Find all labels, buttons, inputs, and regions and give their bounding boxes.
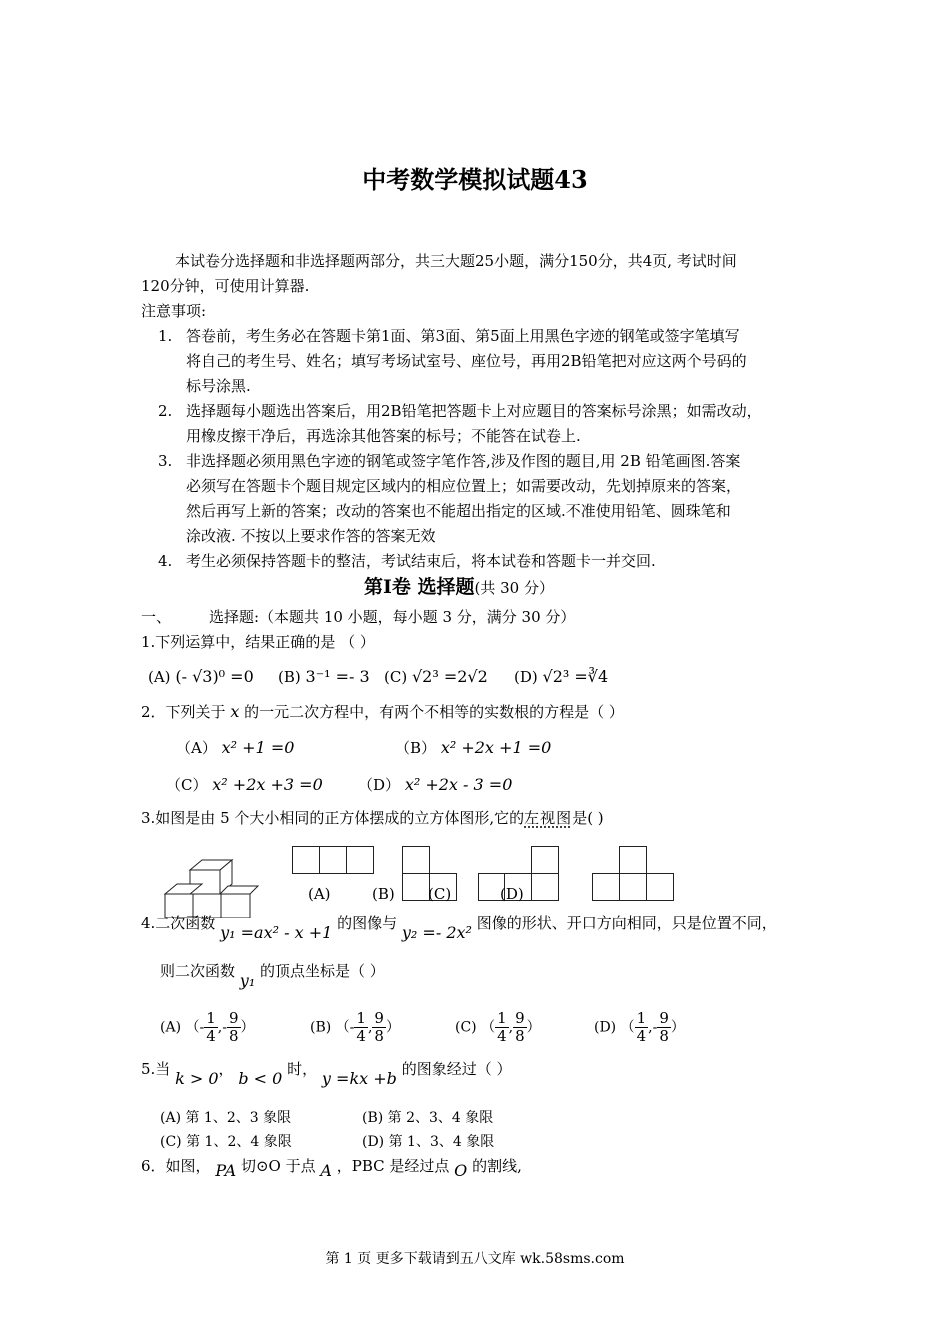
view-label-b: (B) <box>372 885 395 903</box>
q1-option-d: (D) √2³ =∛4 <box>514 667 609 686</box>
question-4-stem: 4.二次函数 y₁ =ax² - x +1 的图像与 y₂ =- 2x² 图像的形状、开口方向相同，只是位置不同， <box>141 914 777 942</box>
note-line: 然后再写上新的答案；改动的答案也不能超出指定的区域.不准使用铅笔、圆珠笔和 <box>186 502 731 520</box>
q1-option-b: (B) 3⁻¹ =- 3 <box>278 667 370 686</box>
view-label-d: (D) <box>500 885 524 903</box>
q4-option-d: (D) （ $\frac{1}{4}$ ,- $\frac{9}{8}$ ） <box>594 1009 685 1045</box>
q4-option-a: (A) （- $\frac{1}{4}$ ,- $\frac{9}{8}$ ） <box>160 1009 255 1045</box>
question-3-stem: 3.如图是由 5 个大小相同的正方体摆成的立方体图形,它的左视图是( ) <box>141 809 604 827</box>
note-number: 3. <box>158 452 173 470</box>
question-6-stem: 6．如图， PA 切⊙O 于点 A ，PBC 是经过点 O 的割线, <box>141 1157 522 1180</box>
q4-option-c: (C) （ $\frac{1}{4}$ , $\frac{9}{8}$ ） <box>455 1009 541 1045</box>
note-line: 选择题每小题选出答案后，用2B铅笔把答题卡上对应题目的答案标号涂黑；如需改动， <box>186 402 762 420</box>
q2-option-c: （C） x² +2x +3 =0 <box>166 775 323 794</box>
note-line: 标号涂黑. <box>186 377 251 395</box>
note-line: 考生必须保持答题卡的整洁，考试结束后，将本试卷和答题卡一并交回. <box>186 552 656 570</box>
section-title: 第Ⅰ卷 选择题 <box>364 576 475 598</box>
section-heading <box>364 572 554 599</box>
q2-option-b: （B） x² +2x +1 =0 <box>395 738 552 757</box>
note-number: 4. <box>158 552 173 570</box>
note-line: 非选择题必须用黑色字迹的钢笔或签字笔作答,涉及作图的题目,用 2B 铅笔画图.答案 <box>186 452 741 470</box>
note-line: 必须写在答题卡个题目规定区域内的相应位置上；如需要改动，先划掉原来的答案， <box>186 477 742 495</box>
question-2-stem: 2．下列关于 x 的一元二次方程中，有两个不相等的实数根的方程是（ ） <box>141 702 624 721</box>
intro-line-1: 本试卷分选择题和非选择题两部分，共三大题25小题，满分150分，共4页, 考试时间 <box>175 252 737 270</box>
q1-option-a: (A) (- √3)⁰ =0 <box>148 667 254 686</box>
q5-option-b: (B) 第 2、3、4 象限 <box>362 1110 494 1126</box>
q5-option-d: (D) 第 1、3、4 象限 <box>362 1134 495 1150</box>
question-1-stem: 1.下列运算中，结果正确的是 （ ） <box>141 633 375 651</box>
page-title: 中考数学模拟试题43 <box>362 165 588 194</box>
page-footer: 第 1 页 更多下载请到五八文库 wk.58sms.com <box>325 1251 625 1267</box>
cube-stack-figure <box>160 858 260 918</box>
q4-option-b: (B) （- $\frac{1}{4}$ , $\frac{9}{8}$ ） <box>310 1009 400 1045</box>
view-label-c: (C) <box>428 885 452 903</box>
q2-option-d: （D） x² +2x - 3 =0 <box>358 775 513 794</box>
part-description: 选择题:（本题共 10 小题，每小题 3 分，满分 30 分） <box>209 608 576 626</box>
view-option-a-grid <box>292 846 376 874</box>
part-number: 一、 <box>141 608 172 626</box>
view-option-e-grid <box>592 846 676 902</box>
intro-line-2: 120分钟，可使用计算器. <box>141 277 310 295</box>
q5-option-a: (A) 第 1、2、3 象限 <box>160 1110 292 1126</box>
question-5-stem: 5.当 k > 0， b < 0 时， y =kx +b 的图象经过（ ） <box>141 1060 512 1088</box>
note-number: 1. <box>158 327 173 345</box>
note-line: 答卷前，考生务必在答题卡第1面、第3面、第5面上用黑色字迹的钢笔或签字笔填写 <box>186 327 740 345</box>
question-4-line-2: 则二次函数 y₁ 的顶点坐标是（ ） <box>160 962 385 990</box>
note-line: 涂改液. 不按以上要求作答的答案无效 <box>186 527 436 545</box>
q5-option-c: (C) 第 1、2、4 象限 <box>160 1134 292 1150</box>
note-line: 用橡皮擦干净后，再选涂其他答案的标号；不能答在试卷上. <box>186 427 581 445</box>
q1-option-c: (C) √2³ =2√2 <box>384 667 488 686</box>
note-number: 2. <box>158 402 173 420</box>
section-points: (共 30 分） <box>474 579 554 597</box>
view-label-a: (A) <box>308 885 331 903</box>
note-line: 将自己的考生号、姓名；填写考场试室号、座位号，再用2B铅笔把对应这两个号码的 <box>186 352 747 370</box>
notice-heading: 注意事项: <box>141 302 207 320</box>
q2-option-a: （A） x² +1 =0 <box>176 738 295 757</box>
